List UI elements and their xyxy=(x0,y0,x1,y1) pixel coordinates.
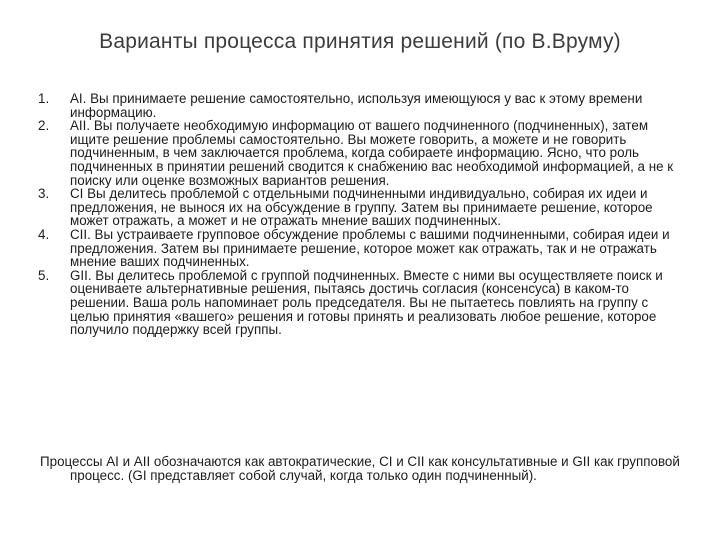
list-item-number: 2. xyxy=(38,118,50,134)
list-item-number: 1. xyxy=(38,91,50,106)
list-item-number: 5. xyxy=(38,267,50,283)
summary-paragraph: Процессы AI и AII обозначаются как автократические, CI и CII как консультативные и GII как групповой процесс. (GI представляет собой случай, когда только один подчиненный). xyxy=(40,454,680,483)
list-item xyxy=(36,119,686,187)
slide-title: Варианты процесса принятия решений (по В.Вруму) xyxy=(99,30,621,53)
list-item-text: AII. Вы получаете необходимую информацию от вашего подчиненного (подчиненных), затем ищите решение проблемы самостоятельно. Вы можете говорить, а можете и не говорить подчиненным, в чем заключается проблема, когда собираете информацию. Ясно, что роль подчиненных в принятии решений сводится к снабжению вас необходимой информацией, а не к поиску или оценке возможных вариантов решения. xyxy=(70,118,674,188)
list-item-number: 4. xyxy=(38,226,50,242)
list-item-text: AI. Вы принимаете решение самостоятельно, используя имеющуюся у вас к этому времени информацию. xyxy=(70,91,643,120)
list-item-text: GII. Вы делитесь проблемой с группой подчиненных. Вместе с ними вы осуществляете поиск и оцениваете альтернативные решения, пытаясь достичь согласия (консенсуса) в каком-то решении. Ваша роль напоминает роль председателя. Вы не пытаетесь повлиять на группу с целью принятия «вашего» решения и готовы принять и реализовать любое решение, которое получило поддержку всей группы. xyxy=(70,267,663,338)
list-item-text: CI Вы делитесь проблемой с отдельными подчиненными индивидуально, собирая их идеи и предложения, не вынося их на обсуждение в группу. Затем вы принимаете решение, которое может отражать, а может и не отражать мнение ваших подчиненных. xyxy=(70,186,653,229)
list-item xyxy=(36,92,686,119)
list-item-text: CII. Вы устраиваете групповое обсуждение проблемы с вашими подчиненными, собирая идеи и предложения. Затем вы принимаете решение, которое может как отражать, так и не отражать мнение ваших подчиненных. xyxy=(70,226,670,270)
list-item xyxy=(36,269,686,337)
decision-variants-list xyxy=(36,92,686,337)
list-item xyxy=(36,187,686,228)
list-item xyxy=(36,228,686,269)
list-item-number: 3. xyxy=(38,186,50,202)
